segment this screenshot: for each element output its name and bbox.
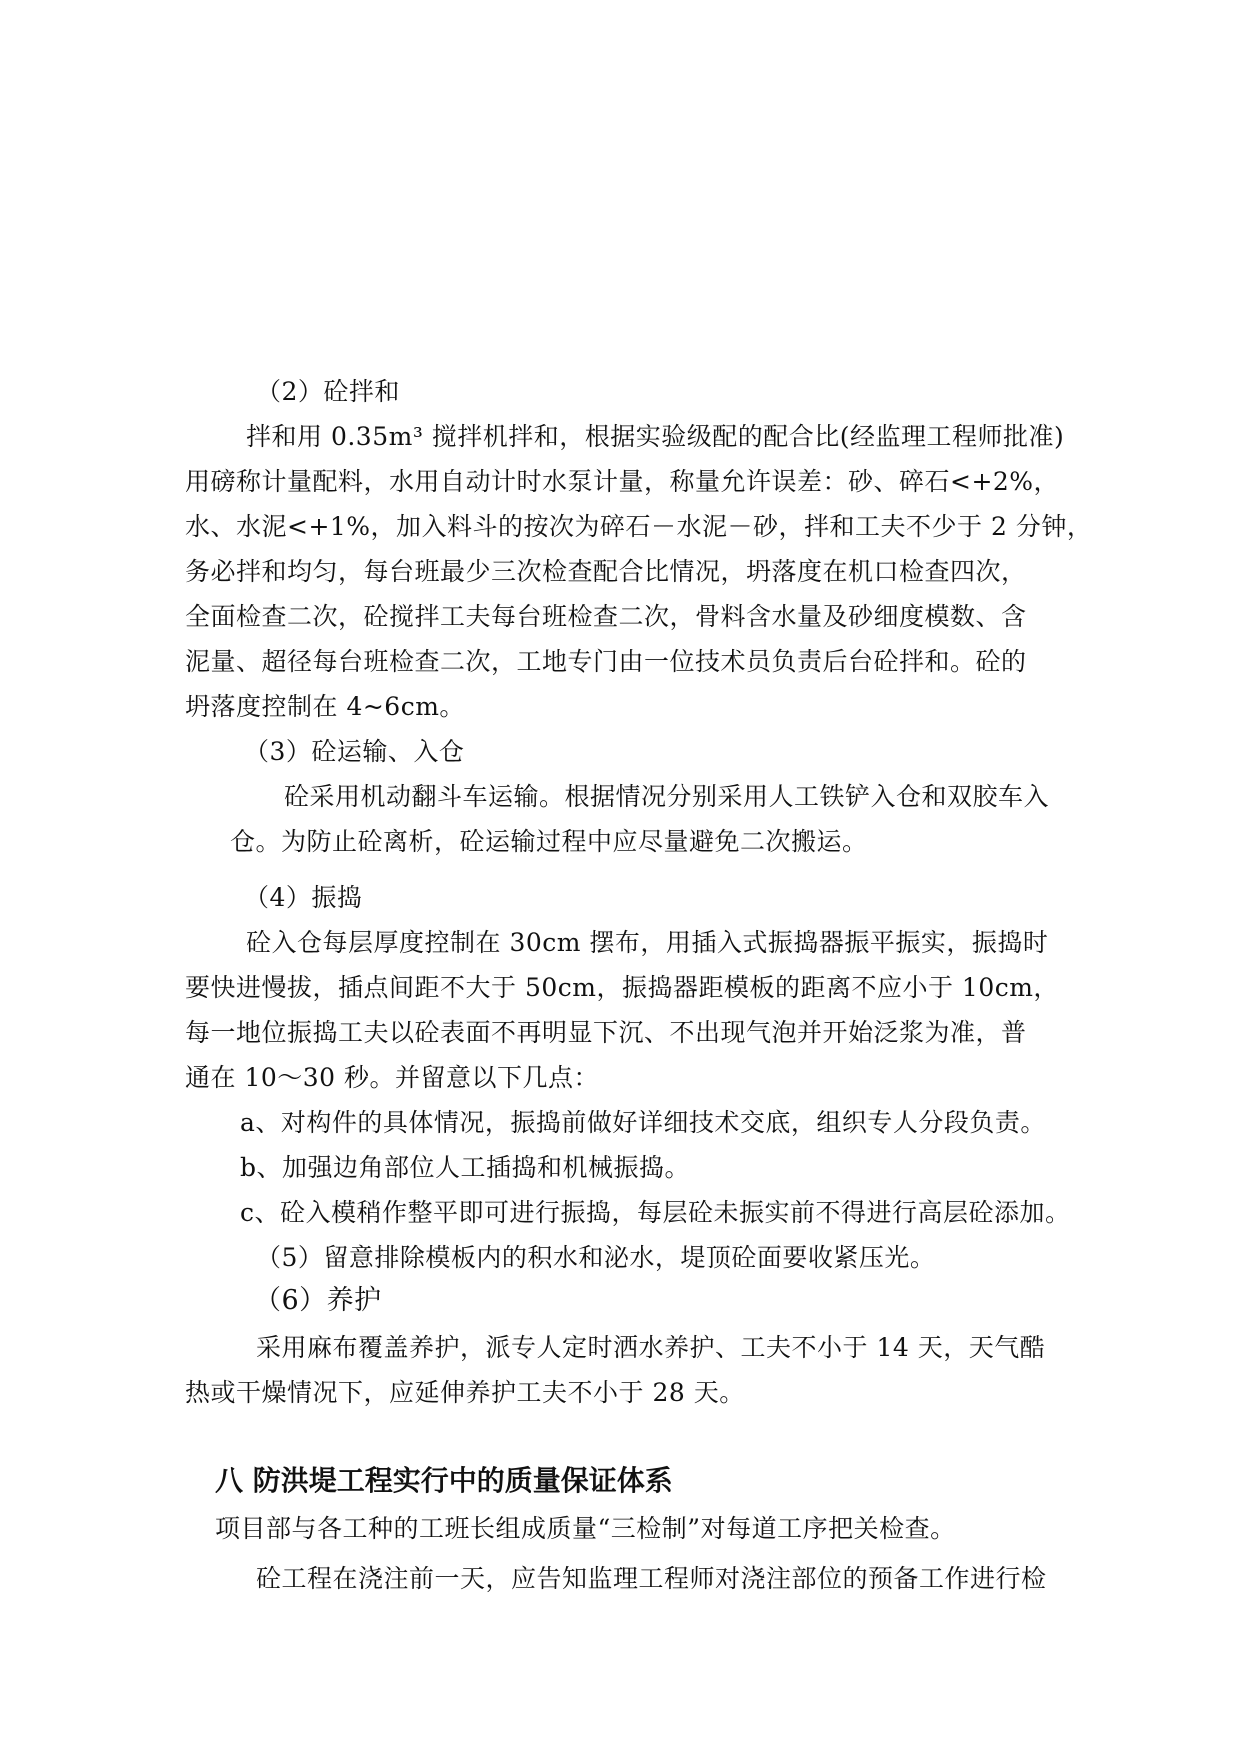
section-2-line-4: 务必拌和均匀，每台班最少三次检查配合比情况，坍落度在机口检查四次， (185, 557, 1027, 586)
chapter-8-heading: 八 防洪堤工程实行中的质量保证体系 (215, 1464, 673, 1497)
section-3-heading: （3）砼运输、入仓 (244, 737, 465, 766)
section-2-line-5: 全面检查二次，砼搅拌工夫每台班检查二次，骨料含水量及砂细度模数、含 (185, 602, 1027, 631)
section-4-line-2: 要快进慢拔，插点间距不大于 50cm，振捣器距模板的距离不应小于 10cm， (185, 973, 1059, 1002)
section-2-line-7: 坍落度控制在 4~6cm。 (185, 692, 465, 721)
section-2-line-1: 拌和用 0.35m³ 搅拌机拌和，根据实验级配的配合比(经监理工程师批准) (246, 422, 1065, 451)
section-3-line-2: 仓。为防止砼离析，砼运输过程中应尽量避免二次搬运。 (230, 827, 868, 856)
section-2-line-6: 泥量、超径每台班检查二次，工地专门由一位技术员负责后台砼拌和。砼的 (185, 647, 1027, 676)
section-5-heading: （5）留意排除模板内的积水和泌水，堤顶砼面要收紧压光。 (256, 1243, 936, 1272)
section-4-item-b: b、加强边角部位人工插捣和机械振捣。 (240, 1153, 691, 1182)
chapter-8-line-2: 砼工程在浇注前一天，应告知监理工程师对浇注部位的预备工作进行检 (256, 1564, 1047, 1593)
section-2-line-3: 水、水泥<+1%，加入料斗的按次为碎石－水泥－砂，拌和工夫不少于 2 分钟， (185, 512, 1093, 541)
section-6-heading: （6）养护 (254, 1285, 382, 1316)
section-4-heading: （4）振捣 (244, 883, 363, 912)
section-4-line-1: 砼入仓每层厚度控制在 30cm 摆布，用插入式振捣器振平振实，振捣时 (246, 928, 1049, 957)
section-4-item-a: a、对构件的具体情况，振捣前做好详细技术交底，组织专人分段负责。 (240, 1108, 1046, 1137)
section-2-line-2: 用磅称计量配料，水用自动计时水泵计量，称量允许误差：砂、碎石<+2%， (185, 467, 1060, 496)
section-2-heading: （2）砼拌和 (256, 377, 400, 406)
section-4-line-4: 通在 10～30 秒。并留意以下几点： (185, 1063, 600, 1092)
section-3-line-1: 砼采用机动翻斗车运输。根据情况分别采用人工铁铲入仓和双胶车入 (284, 782, 1050, 811)
chapter-8-line-1: 项目部与各工种的工班长组成质量“三检制”对每道工序把关检查。 (215, 1514, 956, 1543)
section-6-line-1: 采用麻布覆盖养护，派专人定时洒水养护、工夫不小于 14 天，天气酷 (256, 1333, 1046, 1362)
section-4-item-c: c、砼入模稍作整平即可进行振捣，每层砼未振实前不得进行高层砼添加。 (240, 1198, 1071, 1227)
section-6-line-2: 热或干燥情况下，应延伸养护工夫不小于 28 天。 (185, 1378, 745, 1407)
section-4-line-3: 每一地位振捣工夫以砼表面不再明显下沉、不出现气泡并开始泛浆为准，普 (185, 1018, 1027, 1047)
